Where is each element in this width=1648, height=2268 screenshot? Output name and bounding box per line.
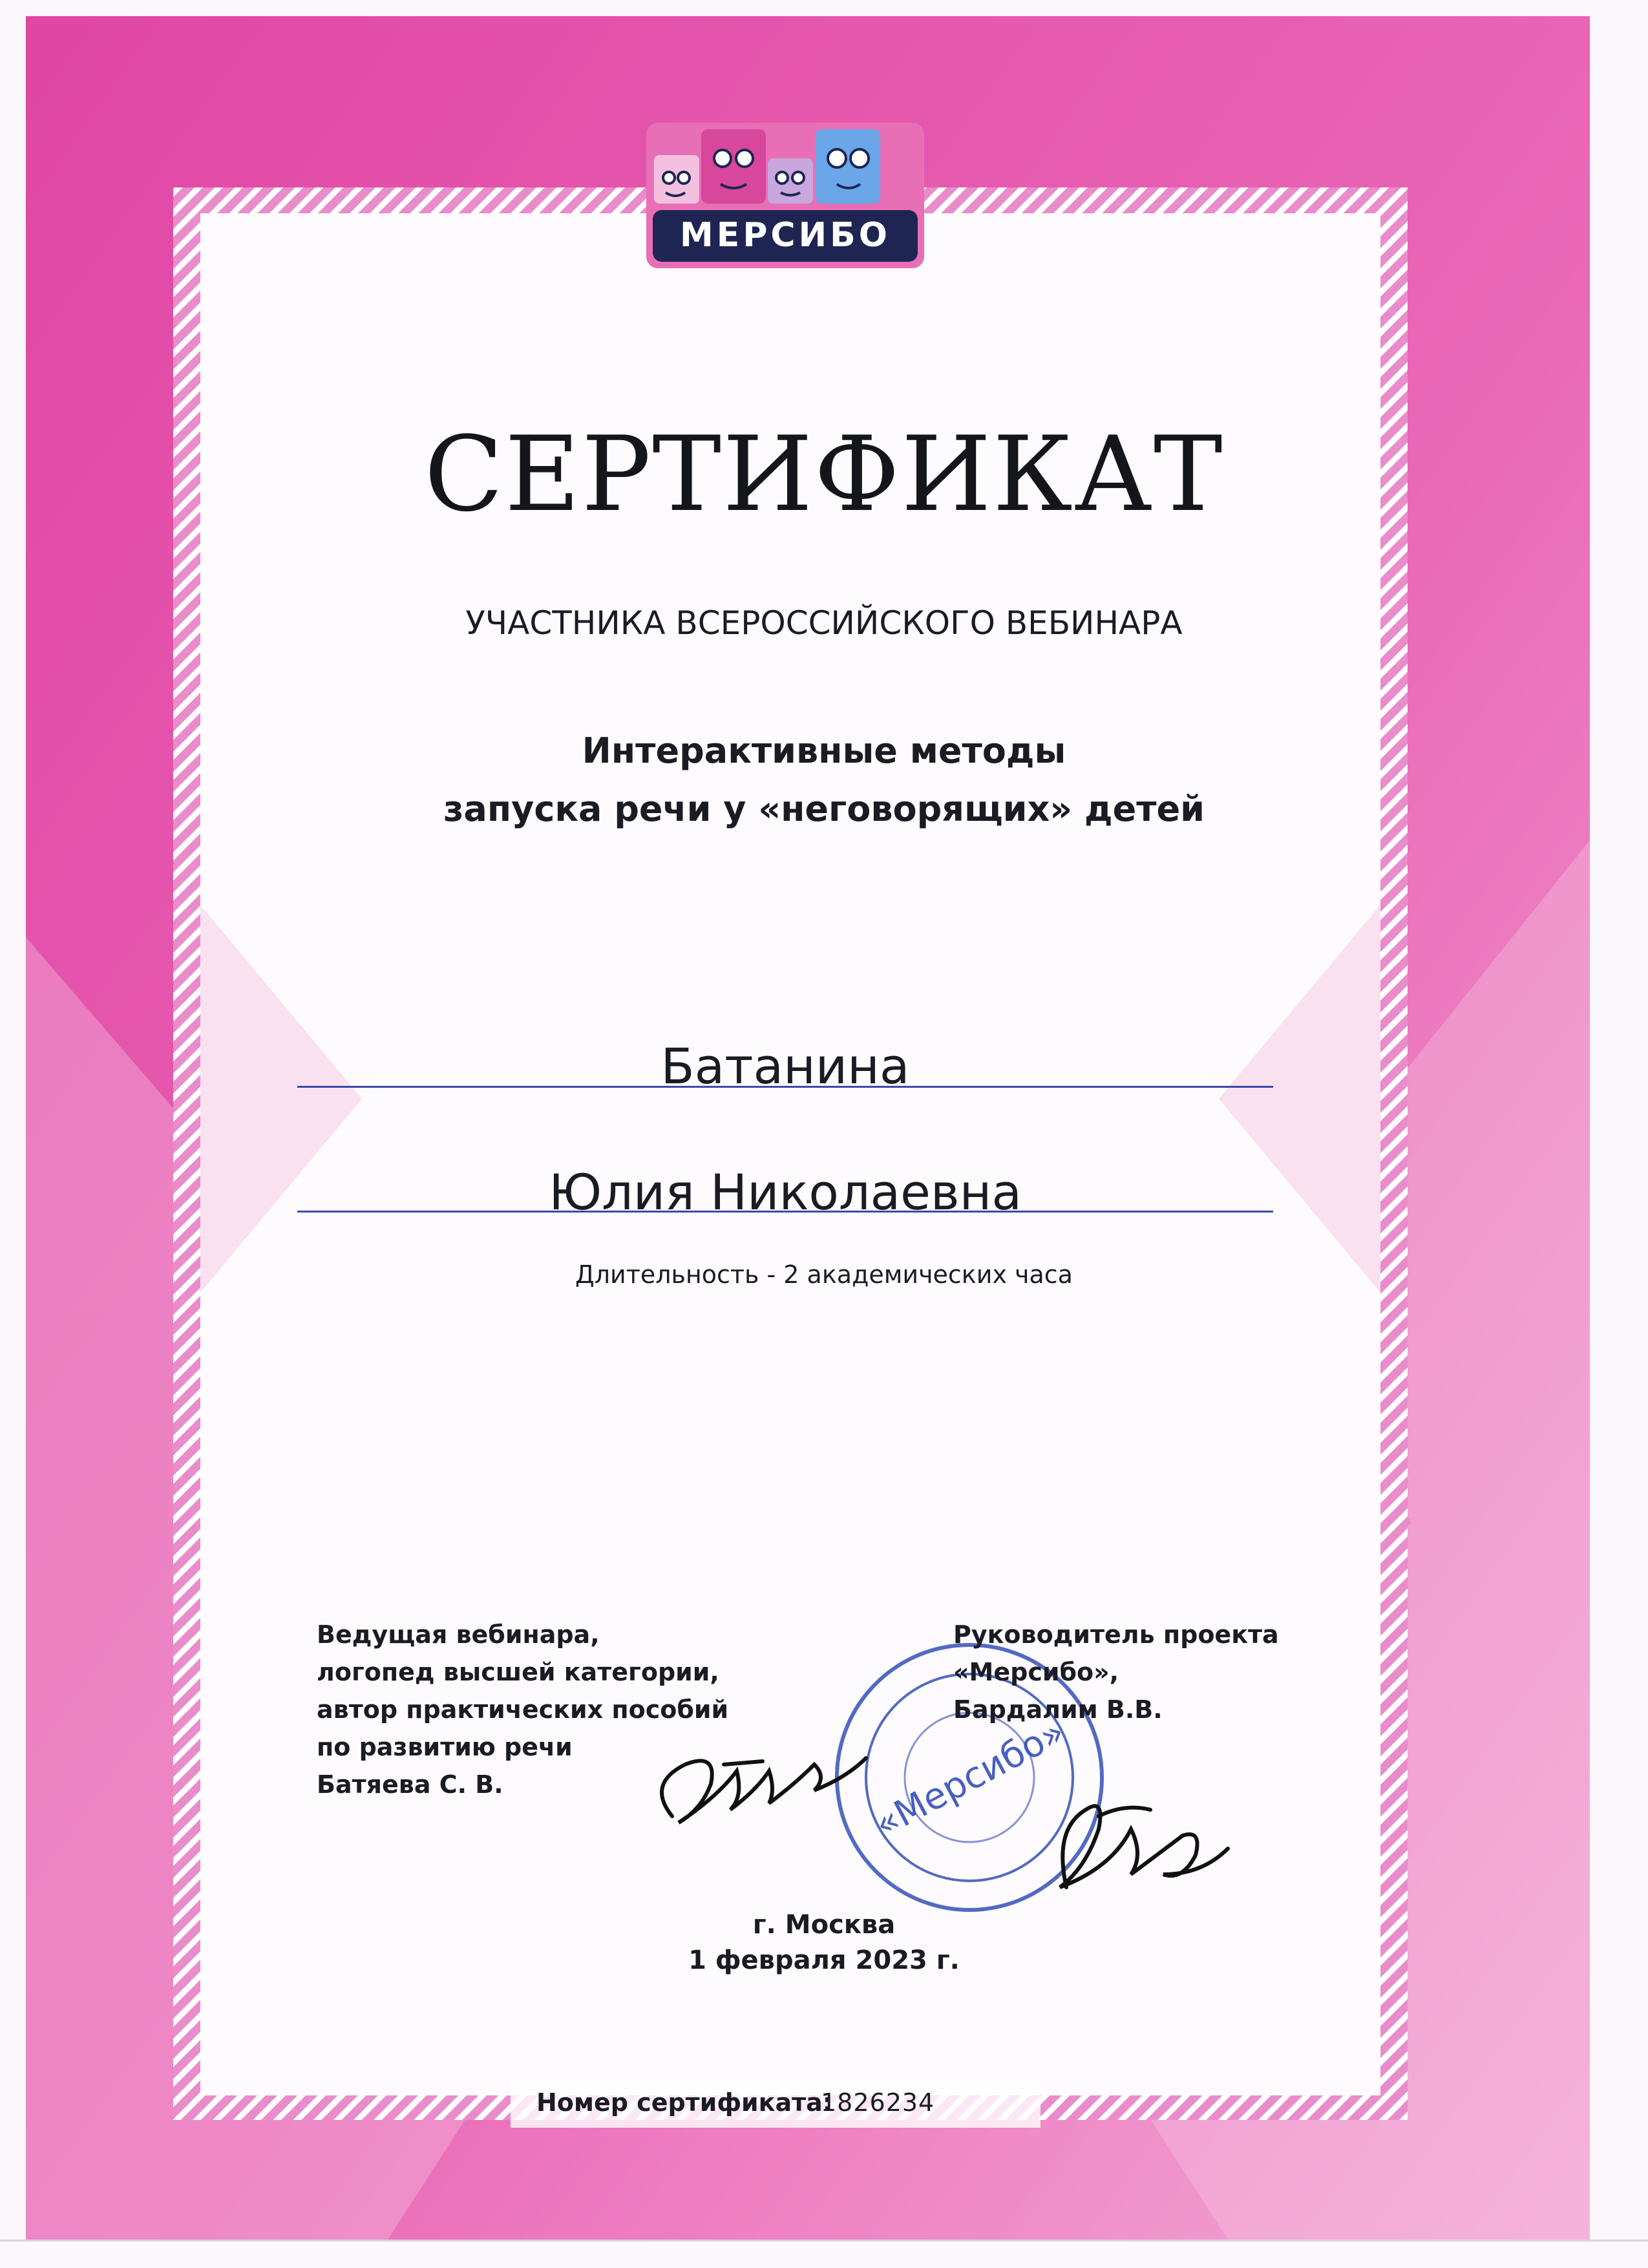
participant-surname: Батанина [660,1037,910,1095]
webinar-topic-line-2: запуска речи у «неговорящих» детей [443,789,1205,829]
duration-text: Длительность - 2 академических часа [575,1260,1073,1289]
host-line: Ведущая вебинара, [317,1620,600,1649]
certificate-number-value: 1826234 [821,2088,935,2117]
certificate-number-bar [511,2081,1041,2128]
certificate-subtitle: УЧАСТНИКА ВСЕРОССИЙСКОГО ВЕБИНАРА [465,604,1183,642]
certificate-title: СЕРТИФИКАТ [424,414,1224,535]
logo-brand-text-holder [646,213,924,257]
stamp-center-text: «Мерсибо» [867,1710,1072,1846]
project-head-name: Бардалим В.В. [953,1695,1163,1724]
project-head-line: Руководитель проекта [953,1620,1279,1649]
logo-brand-text: МЕРСИБО [680,216,891,255]
certificate-number-label: Номер сертификата: [536,2088,832,2117]
logo-face-3 [768,158,813,204]
issue-date: 1 февраля 2023 г. [688,1945,960,1975]
host-line: автор практических пособий [317,1695,729,1724]
issue-city: г. Москва [752,1910,896,1940]
host-line: логопед высшей категории, [317,1658,719,1686]
logo-face-4 [816,129,880,204]
participant-given-names: Юлия Николаевна [549,1163,1022,1221]
project-head-line: «Мерсибо», [953,1658,1119,1686]
project-head-credentials [953,1616,1279,1728]
logo-face-2 [701,129,766,204]
host-line: по развитию речи [317,1733,573,1761]
webinar-topic-line-1: Интерактивные методы [582,730,1066,771]
host-name: Батяева С. В. [317,1770,503,1799]
host-credentials [317,1616,728,1803]
